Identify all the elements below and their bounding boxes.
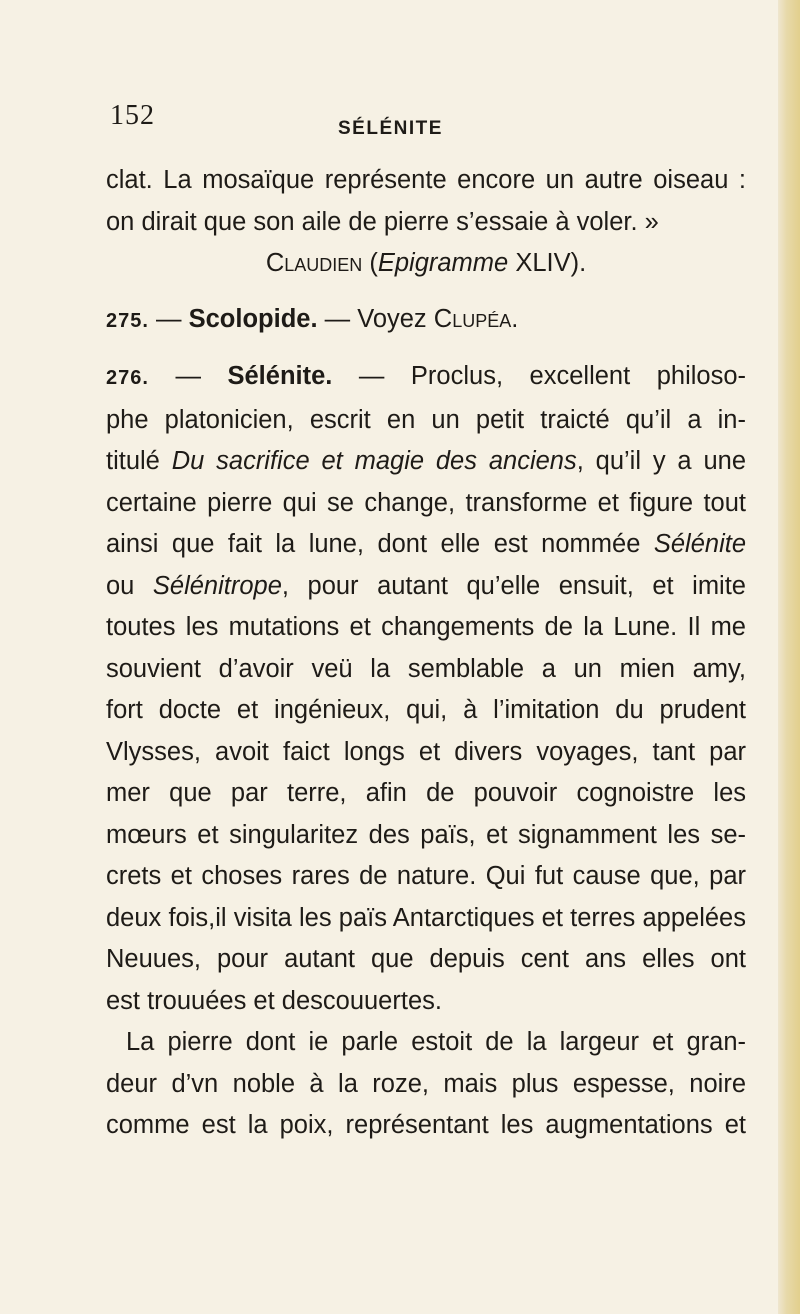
book-title: Du sacrifice et magie des anciens bbox=[171, 447, 577, 475]
text-line: phe platonicien, escrit en un petit traicté qu’il a in- bbox=[106, 405, 746, 434]
text-line: mer que par terre, afin de pouvoir cognoistre les bbox=[106, 779, 746, 807]
text-span: ainsi que fait la lune, dont elle est nommée bbox=[106, 530, 654, 558]
text-line: La pierre dont ie parle estoit de la largeur et gran- bbox=[126, 1028, 746, 1056]
text-span: ou bbox=[106, 571, 153, 600]
attribution bbox=[106, 243, 746, 285]
entry-title: Scolopide. bbox=[188, 304, 318, 333]
term: Sélénite bbox=[653, 530, 746, 558]
text-line: souvient d’avoir veü la semblable a un mien amy, bbox=[106, 654, 746, 683]
text-line: Neuues, pour autant que depuis cent ans elles ont bbox=[106, 945, 746, 973]
text-line bbox=[106, 566, 746, 608]
term: Sélénitrope bbox=[152, 571, 282, 600]
page-number: 152 bbox=[110, 100, 155, 131]
text-span: — Proclus, excellent philoso- bbox=[332, 362, 746, 390]
entry-number: 275. bbox=[106, 309, 149, 332]
text-line: comme est la poix, représentant les augmentations et bbox=[106, 1111, 746, 1139]
entry-276-head bbox=[106, 356, 746, 400]
attribution-open: ( bbox=[369, 249, 378, 277]
text-line: certaine pierre qui se change, transforme et figure tout bbox=[106, 488, 746, 517]
text-line: deur d’vn noble à la roze, mais plus espesse, noire bbox=[106, 1069, 746, 1098]
text-line: mœurs et singularitez des païs, et signamment les se- bbox=[106, 820, 746, 849]
entry-ref-prefix: — Voyez bbox=[317, 304, 434, 333]
page-header bbox=[110, 100, 710, 140]
text-span: titulé bbox=[106, 447, 172, 475]
text-span: , qu’il y a une bbox=[576, 447, 746, 475]
attribution-work: Epigramme bbox=[377, 249, 509, 277]
text-line: on dirait que son aile de pierre s’essaie à voler. » bbox=[106, 207, 659, 236]
entry-number: 276. bbox=[106, 367, 149, 389]
entry-275 bbox=[106, 299, 746, 343]
entry-dash: — bbox=[148, 304, 189, 333]
text-span: , pour autant qu’elle ensuit, et imite bbox=[281, 571, 746, 600]
text-line bbox=[106, 441, 746, 483]
entry-ref-target: Clupéa. bbox=[433, 304, 519, 333]
attribution-author: Claudien bbox=[265, 249, 363, 277]
text-line: deux fois,il visita les païs Antarctiques et terres appelées bbox=[106, 903, 746, 932]
attribution-rest: XLIV). bbox=[508, 249, 587, 277]
body-text bbox=[106, 160, 746, 1147]
entry-title: Sélénite. bbox=[227, 362, 333, 390]
entry-dash: — bbox=[148, 362, 228, 390]
text-line: crets et choses rares de nature. Qui fut cause que, par bbox=[106, 862, 746, 890]
running-head: SÉLÉNITE bbox=[338, 118, 443, 139]
text-line: clat. La mosaïque représente encore un autre oiseau : bbox=[106, 166, 746, 194]
text-line: Vlysses, avoit faict longs et divers voyages, tant par bbox=[106, 737, 746, 766]
text-line: toutes les mutations et changements de la Lune. Il me bbox=[106, 613, 746, 641]
page-edge bbox=[778, 0, 800, 1314]
text-line: fort docte et ingénieux, qui, à l’imitation du prudent bbox=[106, 696, 746, 724]
text-line: est trouuées et descouuertes. bbox=[106, 986, 442, 1015]
text-line bbox=[106, 524, 746, 566]
